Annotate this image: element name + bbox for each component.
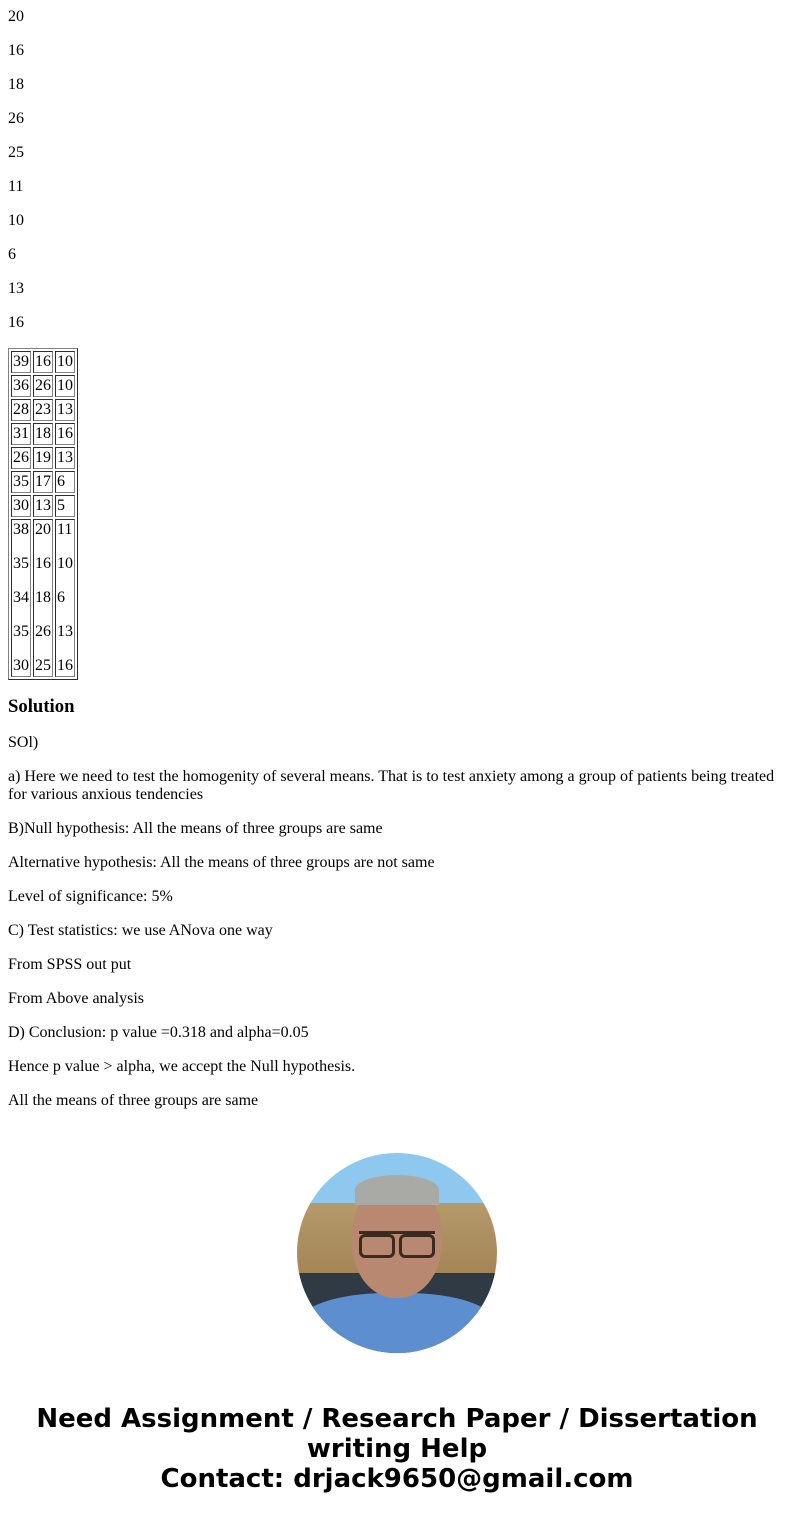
cell-value: 13	[57, 623, 73, 640]
data-table	[8, 348, 78, 680]
table-row	[11, 351, 75, 373]
table-cell	[55, 519, 75, 677]
table-cell: 28	[11, 399, 31, 421]
table-row	[11, 495, 75, 517]
cell-value: 38	[13, 521, 29, 538]
table-cell: 13	[55, 399, 75, 421]
solution-paragraph: D) Conclusion: p value =0.318 and alpha=0.05	[8, 1024, 309, 1041]
cell-value: 34	[13, 589, 29, 606]
table-cell: 31	[11, 423, 31, 445]
table-cell: 18	[33, 423, 53, 445]
solution-paragraph: B)Null hypothesis: All the means of three groups are same	[8, 820, 383, 837]
value-line: 18	[8, 76, 24, 93]
table-cell: 26	[33, 375, 53, 397]
solution-paragraph: Level of significance: 5%	[8, 888, 173, 905]
table-row	[11, 399, 75, 421]
cell-value: 16	[57, 657, 73, 674]
table-cell: 16	[55, 423, 75, 445]
value-line: 25	[8, 144, 24, 161]
value-line: 13	[8, 280, 24, 297]
cell-value: 6	[57, 589, 65, 606]
value-line: 26	[8, 110, 24, 127]
table-cell: 23	[33, 399, 53, 421]
cell-value: 26	[35, 623, 51, 640]
solution-paragraph: From Above analysis	[8, 990, 144, 1007]
cell-value: 35	[13, 555, 29, 572]
value-line: 16	[8, 314, 24, 331]
cell-value: 20	[35, 521, 51, 538]
solution-paragraph: SOl)	[8, 734, 39, 751]
value-line: 20	[8, 8, 24, 25]
author-avatar	[297, 1153, 497, 1353]
table-cell: 10	[55, 375, 75, 397]
contact-banner	[0, 1122, 794, 1523]
solution-body	[8, 734, 786, 1110]
table-cell: 19	[33, 447, 53, 469]
cell-value: 25	[35, 657, 51, 674]
table-row	[11, 447, 75, 469]
table-cell: 13	[55, 447, 75, 469]
solution-paragraph: a) Here we need to test the homogenity of several means. That is to test anxiety among a group of patients being treated for various anxious tendencies	[8, 768, 775, 803]
solution-paragraph: All the means of three groups are same	[8, 1092, 259, 1109]
table-cell: 5	[55, 495, 75, 517]
table-cell: 13	[33, 495, 53, 517]
table-cell: 10	[55, 351, 75, 373]
solution-paragraph: C) Test statistics: we use ANova one way	[8, 922, 273, 939]
value-line: 10	[8, 212, 24, 229]
table-cell: 30	[11, 495, 31, 517]
table-cell: 36	[11, 375, 31, 397]
table-row	[11, 519, 75, 677]
table-row	[11, 375, 75, 397]
solution-heading: Solution	[8, 696, 75, 717]
table-cell: 6	[55, 471, 75, 493]
table-cell	[11, 519, 31, 677]
solution-paragraph: Alternative hypothesis: All the means of three groups are not same	[8, 854, 435, 871]
table-cell: 16	[33, 351, 53, 373]
cell-value: 30	[13, 657, 29, 674]
cell-value: 11	[57, 521, 73, 538]
table-cell	[33, 519, 53, 677]
solution-paragraph: From SPSS out put	[8, 956, 132, 973]
contact-text	[0, 1404, 794, 1494]
leading-values	[8, 8, 786, 332]
cell-value: 18	[35, 589, 51, 606]
table-cell: 39	[11, 351, 31, 373]
value-line: 16	[8, 42, 24, 59]
table-cell: 17	[33, 471, 53, 493]
value-line: 6	[8, 246, 16, 263]
cell-value: 16	[35, 555, 51, 572]
banner-line-2: writing Help	[306, 1434, 488, 1464]
solution-paragraph: Hence p value > alpha, we accept the Null hypothesis.	[8, 1058, 356, 1075]
table-cell: 26	[11, 447, 31, 469]
value-line: 11	[8, 178, 24, 195]
banner-line-1: Need Assignment / Research Paper / Dissertation	[36, 1404, 758, 1434]
banner-line-3[interactable]: Contact: drjack9650@gmail.com	[160, 1464, 634, 1494]
cell-value: 35	[13, 623, 29, 640]
table-row	[11, 471, 75, 493]
table-row	[11, 423, 75, 445]
table-cell: 35	[11, 471, 31, 493]
cell-value: 10	[57, 555, 73, 572]
